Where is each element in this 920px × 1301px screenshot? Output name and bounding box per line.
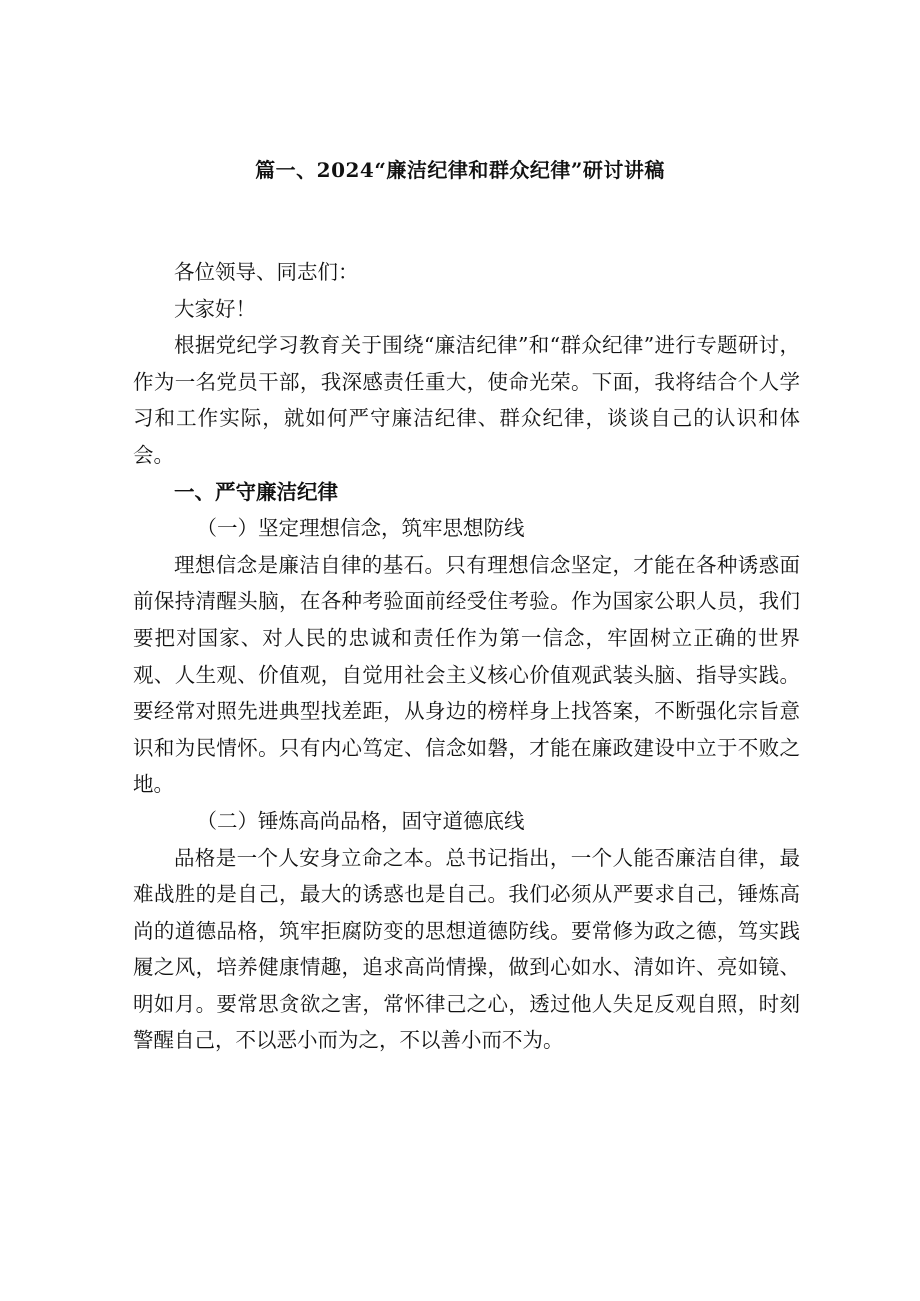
body-paragraph-2: 品格是一个人安身立命之本。总书记指出，一个人能否廉洁自律，最难战胜的是自己，最大的诱惑也是自己。我们必须从严要求自己，锤炼高尚的道德品格，筑牢拒腐防变的思想道德防线。要常修为政之德，笃实践履之风，培养健康情趣，追求高尚情操，做到心如水、清如许、亮如镜、明如月。要常思贪欲之害，常怀律己之心，透过他人失足反观自照，时刻警醒自己，不以恶小而为之，不以善小而不为。 — [133, 845, 800, 1053]
document-title: 篇一、2024“廉洁纪律和群众纪律”研讨讲稿 — [255, 158, 665, 182]
intro-paragraph: 根据党纪学习教育关于围绕“廉洁纪律”和“群众纪律”进行专题研讨，作为一名党员干部，我深感责任重大，使命光荣。下面，我将结合个人学习和工作实际，就如何严守廉洁纪律、群众纪律，谈谈自己的认识和体会。 — [133, 333, 800, 467]
greeting: 大家好！ — [174, 296, 256, 321]
subsection-heading-2: （二）锤炼高尚品格，固守道德底线 — [196, 808, 525, 833]
body-paragraph-1: 理想信念是廉洁自律的基石。只有理想信念坚定，才能在各种诱惑面前保持清醒头脑，在各种考验面前经受住考验。作为国家公职人员，我们要把对国家、对人民的忠诚和责任作为第一信念，牢固树立正确的世界观、人生观、价值观，自觉用社会主义核心价值观武装头脑、指导实践。要经常对照先进典型找差距，从身边的榜样身上找答案，不断强化宗旨意识和为民情怀。只有内心笃定、信念如磐，才能在廉政建设中立于不败之地。 — [133, 552, 800, 797]
subsection-heading-1: （一）坚定理想信念，筑牢思想防线 — [196, 516, 525, 541]
document-body — [133, 254, 800, 1059]
section-heading-1: 一、严守廉洁纪律 — [174, 479, 338, 504]
salutation: 各位领导、同志们： — [174, 260, 359, 284]
